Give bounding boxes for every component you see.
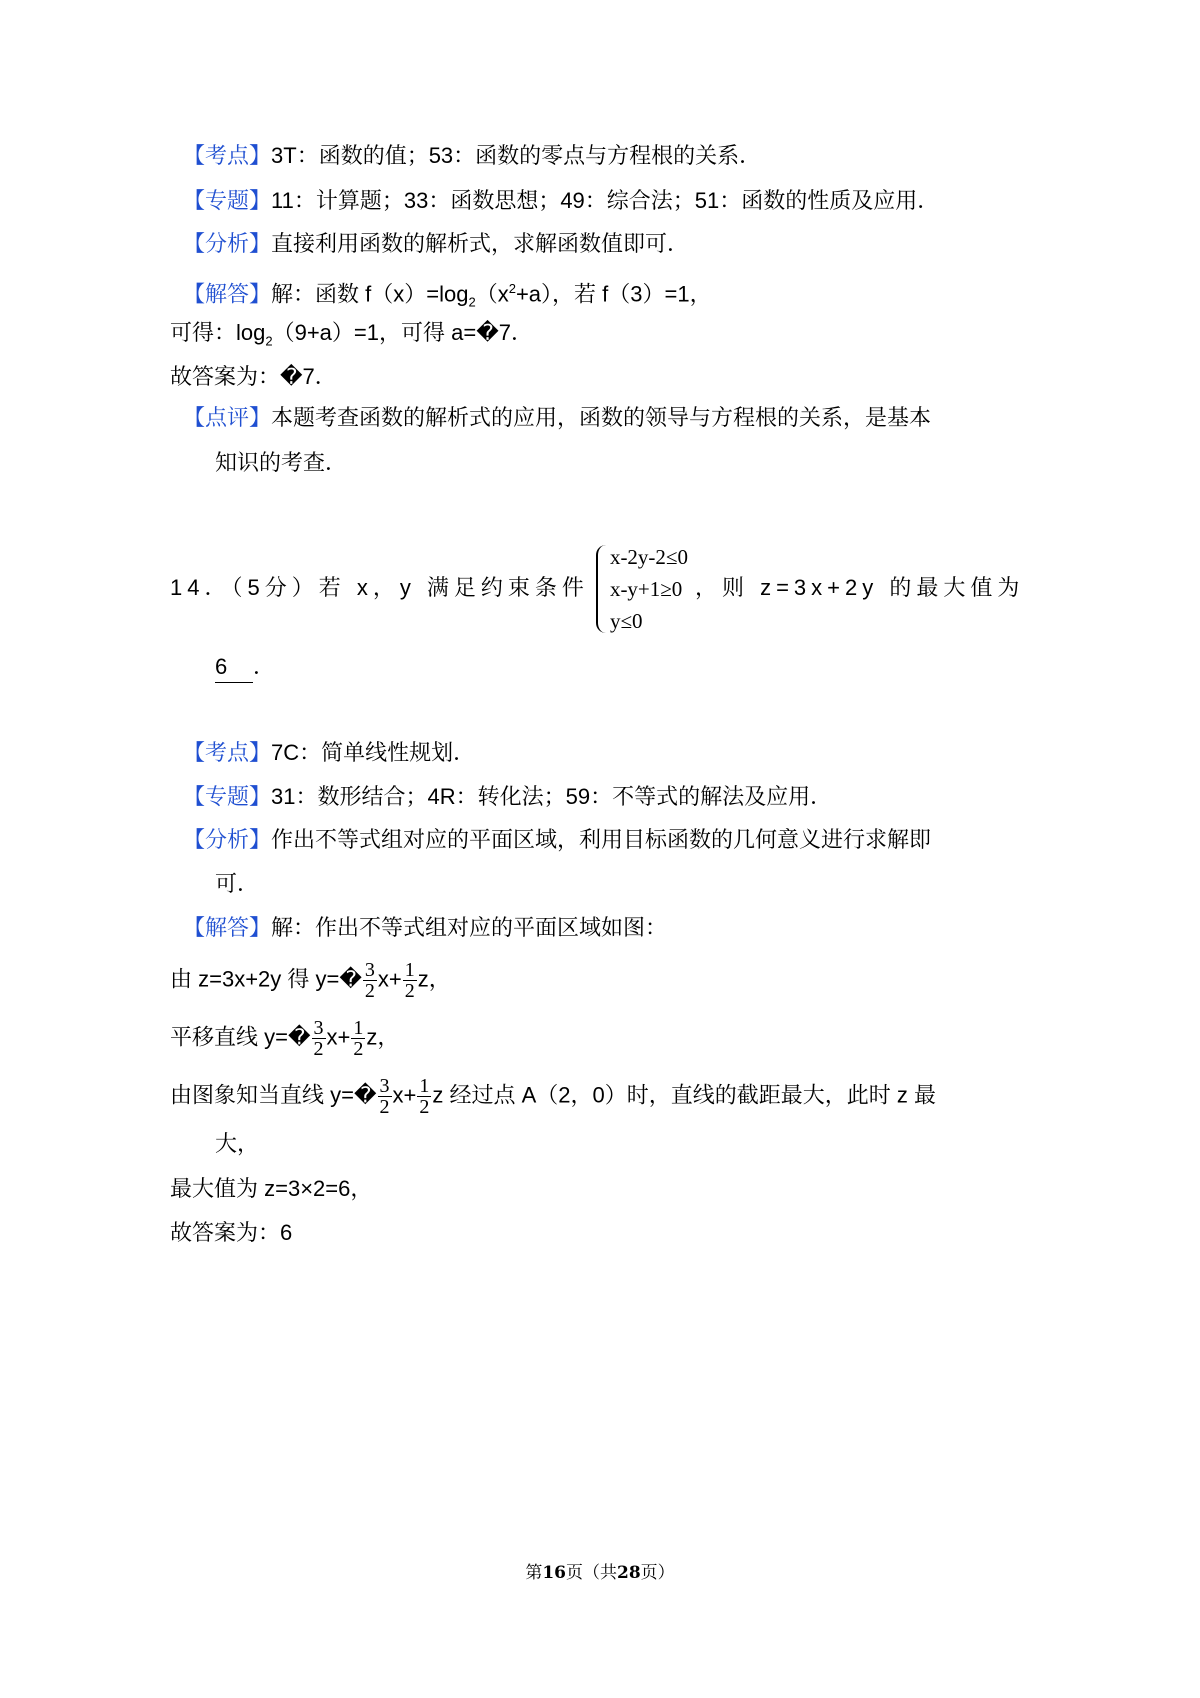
q14-fenxi-line (183, 826, 931, 856)
zhuanti-text: 31：数形结合；4R：转化法；59：不等式的解法及应用． (271, 784, 833, 809)
jieda-tag: 【解答】 (183, 282, 272, 308)
fraction-3-over-2 (378, 1076, 392, 1117)
fenxi-text: 直接利用函数的解析式，求解函数值即可． (271, 232, 690, 257)
fraction-denominator: 2 (379, 1096, 390, 1118)
q14-stem-b: ，则 z=3x+2y 的最大值为 (694, 575, 1025, 600)
log-base: 2 (265, 333, 273, 349)
zhuanti-text: 11：计算题；33：函数思想；49：综合法；51：函数的性质及应用． (271, 188, 940, 213)
fraction-numerator: 3 (313, 1017, 324, 1039)
q14-answer-line (215, 652, 275, 683)
fraction-numerator: 3 (379, 1075, 390, 1097)
jieda-tag: 【解答】 (183, 916, 272, 941)
left-brace (596, 545, 608, 633)
line1-text-c: z， (417, 966, 451, 992)
jieda-text-a: 解：函数 f（x）=log (271, 281, 469, 307)
exponent: 2 (508, 281, 516, 296)
q13-fenxi-line (183, 230, 689, 260)
jieda-text: 解：作出不等式组对应的平面区域如图： (271, 916, 668, 941)
constraint-1: x-2y-2≤0 (609, 545, 688, 569)
fenxi-tag: 【分析】 (183, 828, 272, 853)
fraction-numerator: 3 (364, 959, 375, 981)
total-pages: 28 (617, 1563, 641, 1583)
footer-prefix: 第 (525, 1563, 543, 1583)
q14-fenxi-line2: 可． (215, 872, 260, 897)
q14-formula-line2 (170, 1018, 399, 1059)
fraction-denominator: 2 (353, 1038, 364, 1060)
fraction-1-over-2 (351, 1018, 365, 1059)
line2-text-b: （9+a）=1，可得 a=�7． (272, 320, 533, 345)
fraction-3-over-2 (312, 1018, 326, 1059)
fraction-numerator: 1 (353, 1017, 364, 1039)
dianping-tag: 【点评】 (183, 406, 272, 431)
q13-line3: 故答案为：�7． (170, 364, 337, 389)
page-number: 16 (542, 1563, 566, 1583)
q13-zhuanti-line (183, 186, 939, 217)
fenxi-text: 作出不等式组对应的平面区域，利用目标函数的几何意义进行求解即 (271, 828, 932, 853)
footer-suffix: 页） (640, 1563, 675, 1583)
fraction-numerator: 1 (419, 1075, 430, 1097)
fraction-denominator: 2 (419, 1096, 430, 1118)
kaodian-tag: 【考点】 (183, 144, 272, 169)
q14-formula-line3 (170, 1076, 936, 1117)
fenxi-tag: 【分析】 (183, 232, 272, 257)
q13-dianping-line2: 知识的考查． (215, 451, 348, 476)
log-base: 2 (468, 294, 476, 310)
q14-max-value: 最大值为 z=3×2=6， (170, 1176, 373, 1201)
constraint-system (596, 541, 688, 637)
page-footer (0, 1558, 1200, 1583)
footer-mid: 页（共 (566, 1563, 617, 1583)
line3-text-c: z 经过点 A（2，0）时，直线的截距最大，此时 z 最 (432, 1082, 936, 1108)
line2-text-a: 可得：log (170, 320, 266, 345)
zhuanti-tag: 【专题】 (183, 189, 272, 214)
fraction-3-over-2 (363, 960, 377, 1001)
constraint-2: x-y+1≥0 (609, 577, 683, 601)
line1-text-a: 由 z=3x+2y 得 y=� (170, 966, 362, 992)
q14-formula-line3-cont: 大， (215, 1132, 260, 1157)
fraction-denominator: 2 (364, 980, 375, 1002)
q14-final-answer: 故答案为：6 (170, 1220, 293, 1245)
q13-dianping-line (183, 404, 931, 434)
q14-kaodian-line (183, 738, 475, 769)
line1-text-b: x+ (377, 966, 402, 992)
line2-text-b: x+ (326, 1024, 351, 1050)
q14-stem (170, 540, 1024, 637)
jieda-text-c: +a），若 f（3）=1， (515, 281, 712, 307)
q13-jieda-line (183, 274, 712, 318)
zhuanti-tag: 【专题】 (183, 785, 272, 810)
line2-text-a: 平移直线 y=� (170, 1024, 311, 1050)
q14-formula-line1 (170, 960, 451, 1001)
line2-text-c: z， (366, 1024, 400, 1050)
line3-text-a: 由图象知当直线 y=� (170, 1082, 377, 1108)
q13-kaodian-line (183, 141, 761, 172)
answer-blank: 6 (215, 652, 253, 683)
kaodian-tag: 【考点】 (183, 741, 272, 766)
dianping-text: 本题考查函数的解析式的应用，函数的领导与方程根的关系，是基本 (271, 406, 932, 431)
fraction-numerator: 1 (404, 959, 415, 981)
kaodian-text: 7C：简单线性规划． (271, 740, 476, 765)
fraction-1-over-2 (417, 1076, 431, 1117)
line3-text-b: x+ (392, 1082, 417, 1108)
fraction-denominator: 2 (404, 980, 415, 1002)
kaodian-text: 3T：函数的值；53：函数的零点与方程根的关系． (271, 143, 762, 168)
q14-jieda-line (183, 914, 667, 944)
jieda-text-b: （x (475, 281, 509, 307)
answer-tail: ． (253, 654, 276, 679)
q14-zhuanti-line (183, 782, 832, 813)
q14-stem-a: 14．（5分）若 x，y 满足约束条件 (170, 575, 589, 600)
fraction-1-over-2 (403, 960, 417, 1001)
q13-line2 (170, 318, 533, 356)
constraint-3: y≤0 (609, 609, 643, 633)
fraction-denominator: 2 (313, 1038, 324, 1060)
